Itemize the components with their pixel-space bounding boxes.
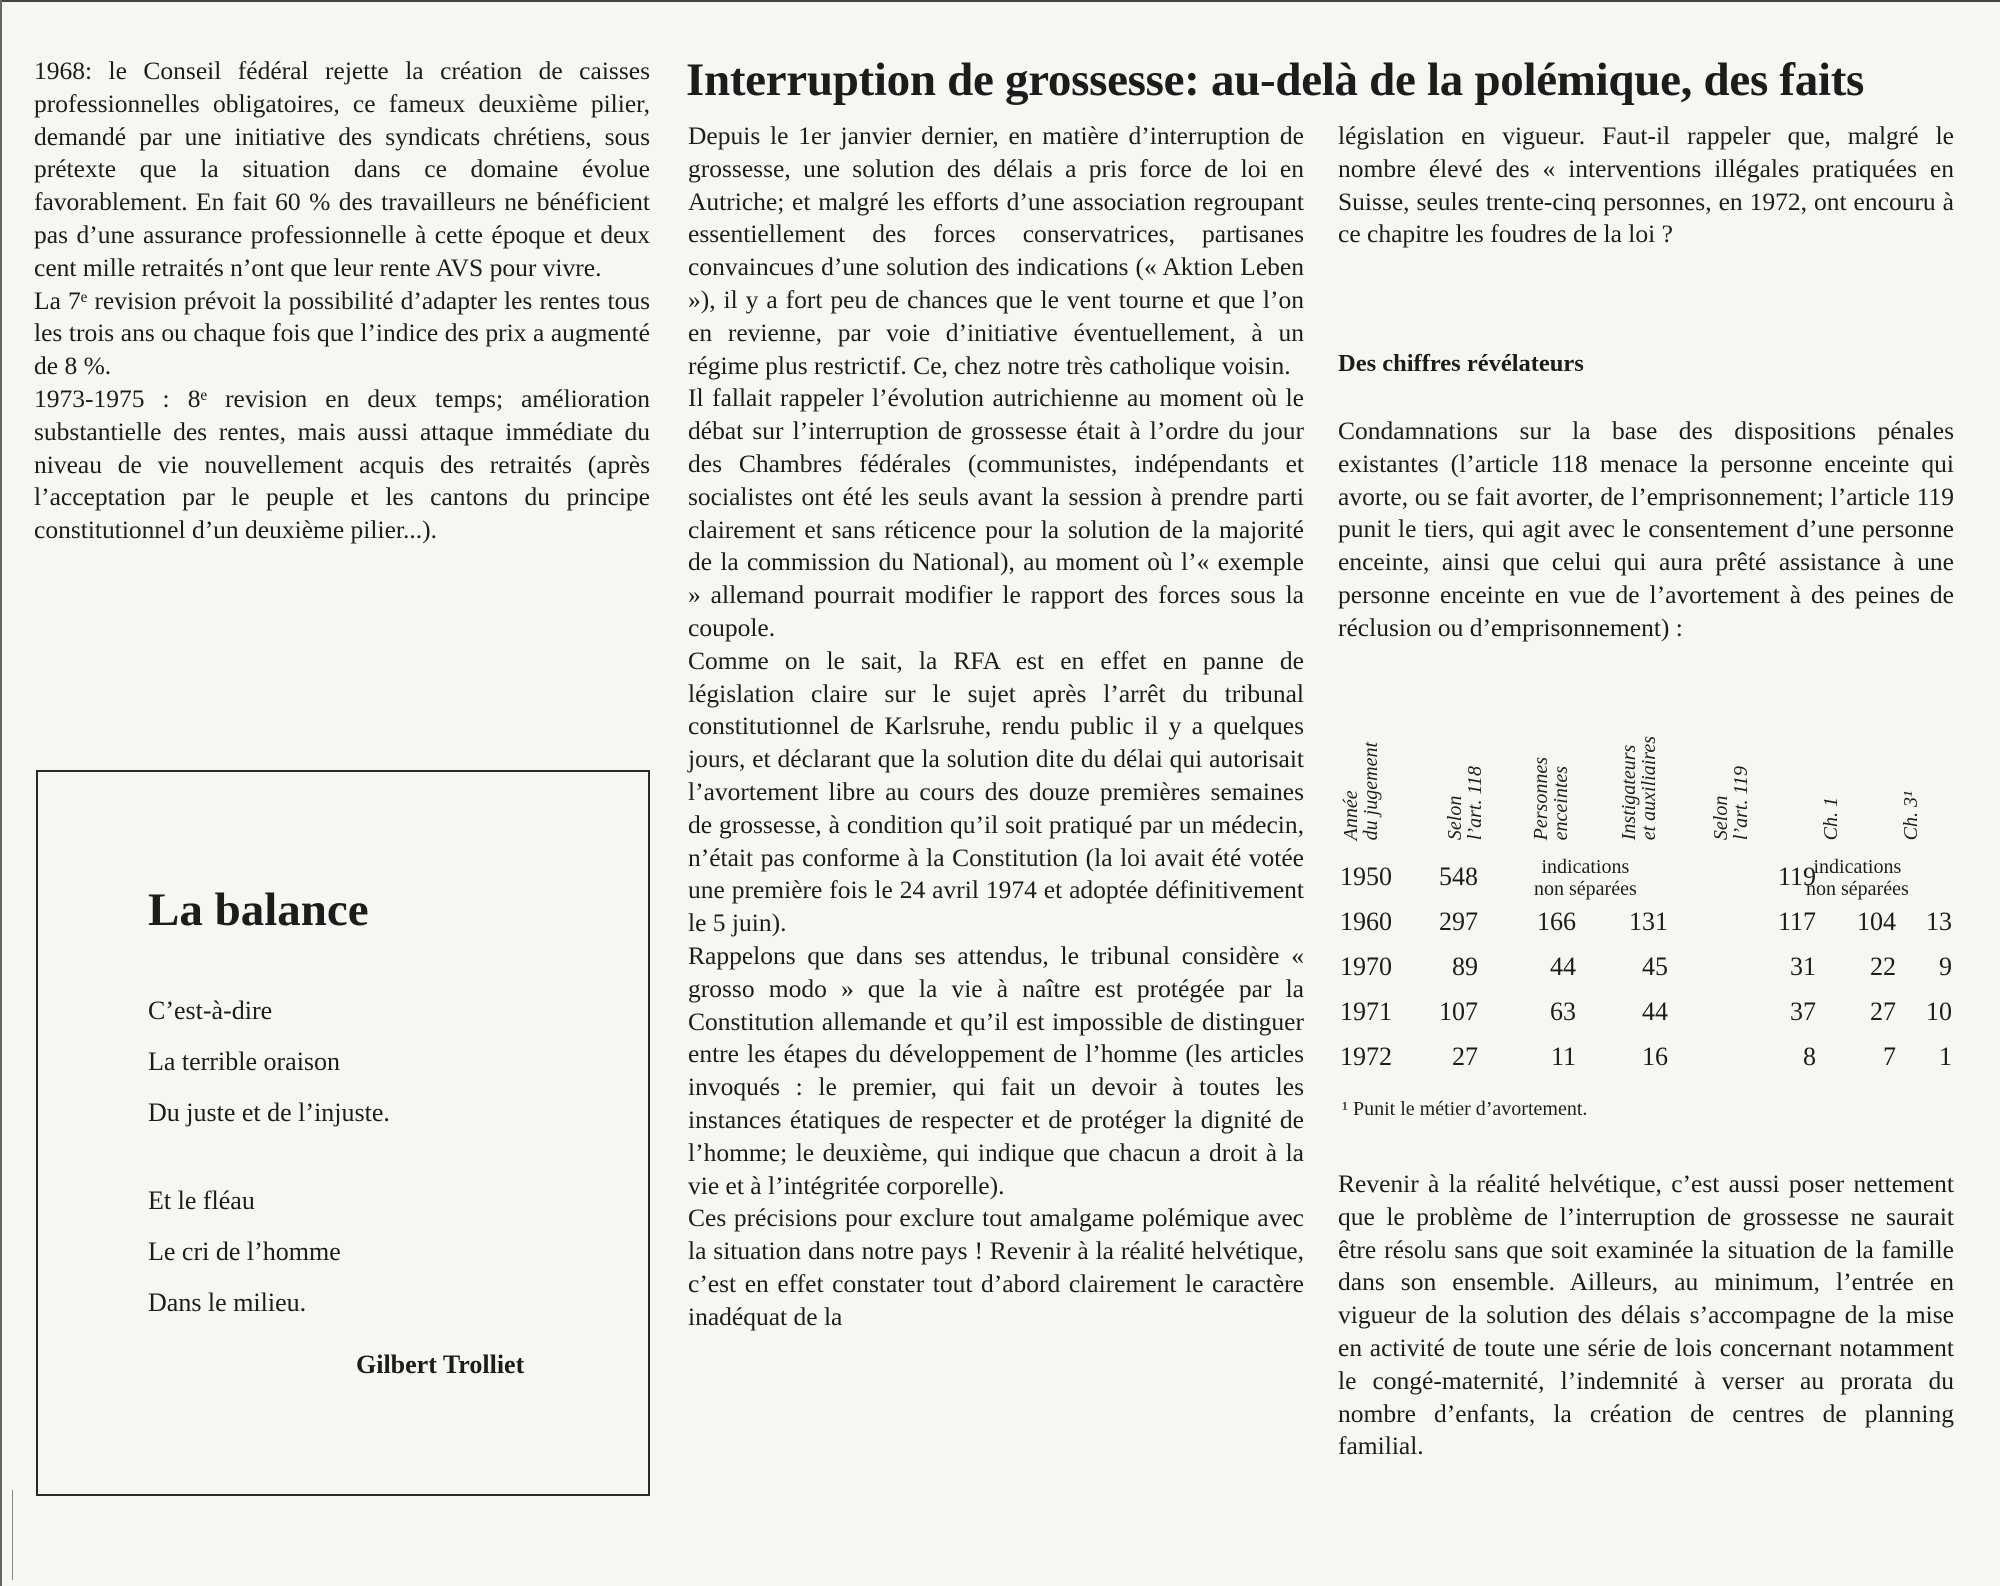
table-header-label: Personnes enceintes xyxy=(1530,756,1572,840)
table-cell: 166 xyxy=(1537,907,1576,936)
table-cell-year: 1960 xyxy=(1340,907,1392,936)
page-top-rule xyxy=(0,0,2000,2)
right-column-intro xyxy=(1338,120,1954,251)
table-row xyxy=(1336,1042,1956,1086)
page-left-rule xyxy=(0,0,2,1586)
table-header xyxy=(1440,700,1490,840)
table-header-label: Selon l’art. 119 xyxy=(1710,765,1752,840)
table-footnote: ¹ Punit le métier d’avortement. xyxy=(1342,1098,1588,1120)
table-cell: 22 xyxy=(1870,952,1896,981)
poem-title: La balance xyxy=(148,884,369,936)
table-row xyxy=(1336,856,1956,906)
table-header xyxy=(1806,700,1856,840)
table-cell: 117 xyxy=(1777,907,1816,936)
article-headline: Interruption de grossesse: au-delà de la polémique, des faits xyxy=(686,54,1865,106)
table-cell: 8 xyxy=(1803,1042,1816,1071)
table-cell: 9 xyxy=(1939,952,1952,981)
table-header-label: Ch. 3¹ xyxy=(1900,790,1922,840)
table-cell: 31 xyxy=(1790,952,1816,981)
article-paragraph: Comme on le sait, la RFA est en effet en panne de législation claire sur le sujet après l’arrêt du tribunal constitutionnel de Karlsruhe, rendu public il y a quelques jours, et déclarant que la solution dite du délai qui autorisait l’avortement libre au cours des douze premières semaines de grossesse, à condition qu’il soit pratiqué par un médecin, n’était pas conforme à la Constitution (la loi avait été votée une première fois le 24 avril 1974 et adoptée définitivement le 5 juin). xyxy=(688,645,1304,938)
table-header-label: Année du jugement xyxy=(1340,741,1382,840)
table-header xyxy=(1886,700,1936,840)
table-merged-note: indications non séparées xyxy=(1806,856,1909,900)
table-cell: 131 xyxy=(1629,907,1668,936)
section-subhead: Des chiffres révélateurs xyxy=(1338,350,1584,377)
right-column-closing xyxy=(1338,1168,1954,1463)
poem-line: C’est-à-dire xyxy=(148,996,273,1025)
left-column xyxy=(34,55,650,547)
table-header xyxy=(1336,700,1386,840)
table-cell: 27 xyxy=(1452,1042,1478,1071)
left-paragraph: 1968: le Conseil fédéral rejette la création de caisses professionnelles obligatoires, ce fameux deuxième pilier, demandé par une initiative des syndicats chrétiens, sous prétexte que la situation dans ce domaine évolue favorablement. En fait 60 % des travailleurs ne bénéficient pas d’une assurance professionnelle à cette époque et deux cent mille retraités n’ont que leur rente AVS pour vivre. xyxy=(34,56,650,282)
table-merged-note: indications non séparées xyxy=(1534,856,1637,900)
table-cell: 16 xyxy=(1642,1042,1668,1071)
poem-author: Gilbert Trolliet xyxy=(356,1350,525,1379)
table-cell: 1 xyxy=(1939,1042,1952,1071)
table-row xyxy=(1336,907,1956,951)
condamnations-intro xyxy=(1338,415,1954,645)
table-header xyxy=(1706,700,1756,840)
table-cell: 45 xyxy=(1642,952,1668,981)
table-cell: 13 xyxy=(1926,907,1952,936)
table-cell: 548 xyxy=(1439,862,1478,891)
table-cell: 44 xyxy=(1550,952,1576,981)
table-cell: 11 xyxy=(1550,1042,1576,1071)
table-row xyxy=(1336,952,1956,996)
table-header-label: Ch. 1 xyxy=(1820,796,1842,840)
poem-line: Le cri de l’homme xyxy=(148,1237,341,1266)
table-cell: 119 xyxy=(1777,862,1816,891)
table-cell: 10 xyxy=(1926,997,1952,1026)
left-paragraph: La 7ᵉ revision prévoit la possibilité d’adapter les rentes tous les trois ans ou chaque fois que l’indice des prix a augmenté de 8 %. xyxy=(34,285,650,381)
middle-column xyxy=(688,120,1304,1333)
article-paragraph: législation en vigueur. Faut-il rappeler que, malgré le nombre élevé des « interventions illégales pratiquées en Suisse, seules trente-cinq personnes, en 1972, ont encouru à ce chapitre les foudres de la loi ? xyxy=(1338,121,1954,249)
table-cell: 104 xyxy=(1857,907,1896,936)
article-paragraph: Revenir à la réalité helvétique, c’est aussi poser nettement que le problème de l’interruption de grossesse ne saurait être résolu sans que soit examinée la situation de la famille dans son ensemble. Ailleurs, au minimum, l’entrée en vigueur de la solution des délais s’accompagne de la mise en activité de toute une série de lois concernant notamment le congé-maternité, l’indemnité à verser au prorata du nombre d’enfants, la création de centres de planning familial. xyxy=(1338,1169,1954,1461)
article-paragraph: Depuis le 1er janvier dernier, en matière d’interruption de grossesse, une solution des délais a pris force de loi en Autriche; et malgré les efforts d’une association regroupant essentiellement des forces conservatrices, partisanes convaincues d’une solution des indications (« Aktion Leben »), il y a fort peu de chances que le vent tourne et que l’on en revienne, par voie d’initiative éventuellement, à un régime plus restrictif. Ce, chez notre très catholique voisin. xyxy=(688,121,1304,380)
condamnations-text: Condamnations sur la base des dispositions pénales existantes (l’article 118 menace la personne enceinte qui avorte, ou se fait avorter, de l’emprisonnement; l’article 119 punit le tiers, qui agit avec le consentement d’une personne enceinte, ainsi que celui qui aura prêté assistance à une personne enceinte en vue de l’avortement à des peines de réclusion ou d’emprisonnement) : xyxy=(1338,416,1954,642)
table-cell: 27 xyxy=(1870,997,1896,1026)
table-cell: 37 xyxy=(1790,997,1816,1026)
article-paragraph: Ces précisions pour exclure tout amalgame polémique avec la situation dans notre pays ! Revenir à la réalité helvétique, c’est en effet constater tout d’abord clairement le caractère inadéquat de la xyxy=(688,1203,1304,1331)
table-cell-year: 1971 xyxy=(1340,997,1392,1026)
table-cell: 7 xyxy=(1883,1042,1896,1071)
table-cell: 44 xyxy=(1642,997,1668,1026)
poem-line: Dans le milieu. xyxy=(148,1288,307,1317)
table-cell: 63 xyxy=(1550,997,1576,1026)
poem-line: Du juste et de l’injuste. xyxy=(148,1098,390,1127)
table-cell: 297 xyxy=(1439,907,1478,936)
table-cell-year: 1970 xyxy=(1340,952,1392,981)
article-paragraph: Il fallait rappeler l’évolution autrichienne au moment où le débat sur l’interruption de grossesse était à l’ordre du jour des Chambres fédérales (communistes, indépendants et socialistes ont été les seuls avant la session à prendre parti clairement et sans réticence pour la solution de la majorité de la commission du National), au moment où l’« exemple » allemand pourrait modifier le rapport des forces sous la coupole. xyxy=(688,383,1304,642)
table-cell-year: 1972 xyxy=(1340,1042,1392,1071)
table-header-label: Instigateurs et auxiliaires xyxy=(1618,735,1660,840)
table-header xyxy=(1526,700,1576,840)
article-paragraph: Rappelons que dans ses attendus, le tribunal considère « grosso modo » que la vie à naître est protégée par la Constitution allemande et qu’il est impossible de distinguer entre les étapes du développement de l’homme (les articles invoqués : le premier, qui fait un devoir à toutes les instances étatiques de respecter et de protéger la dignité de l’homme; le deuxième, qui indique que chacun a droit à la vie et à l’intégritée corporelle). xyxy=(688,940,1304,1200)
table-header-label: Selon l’art. 118 xyxy=(1444,765,1486,840)
poem-line: Et le fléau xyxy=(148,1186,255,1215)
poem-box xyxy=(36,770,650,1496)
table-row xyxy=(1336,997,1956,1041)
table-cell: 89 xyxy=(1452,952,1478,981)
poem-line: La terrible oraison xyxy=(148,1047,341,1076)
table-header xyxy=(1614,700,1664,840)
page-left-rule-fragment xyxy=(12,1490,13,1580)
left-paragraph: 1973-1975 : 8ᵉ revision en deux temps; amélioration substantielle des rentes, mais aussi attaque immédiate du niveau de vie nouvellement acquis des retraités (après l’acceptation par le peuple et les cantons du principe constitutionnel d’un deuxième pilier...). xyxy=(34,383,650,545)
convictions-table xyxy=(1336,700,1956,1110)
table-cell: 107 xyxy=(1439,997,1478,1026)
table-cell-year: 1950 xyxy=(1340,862,1392,891)
